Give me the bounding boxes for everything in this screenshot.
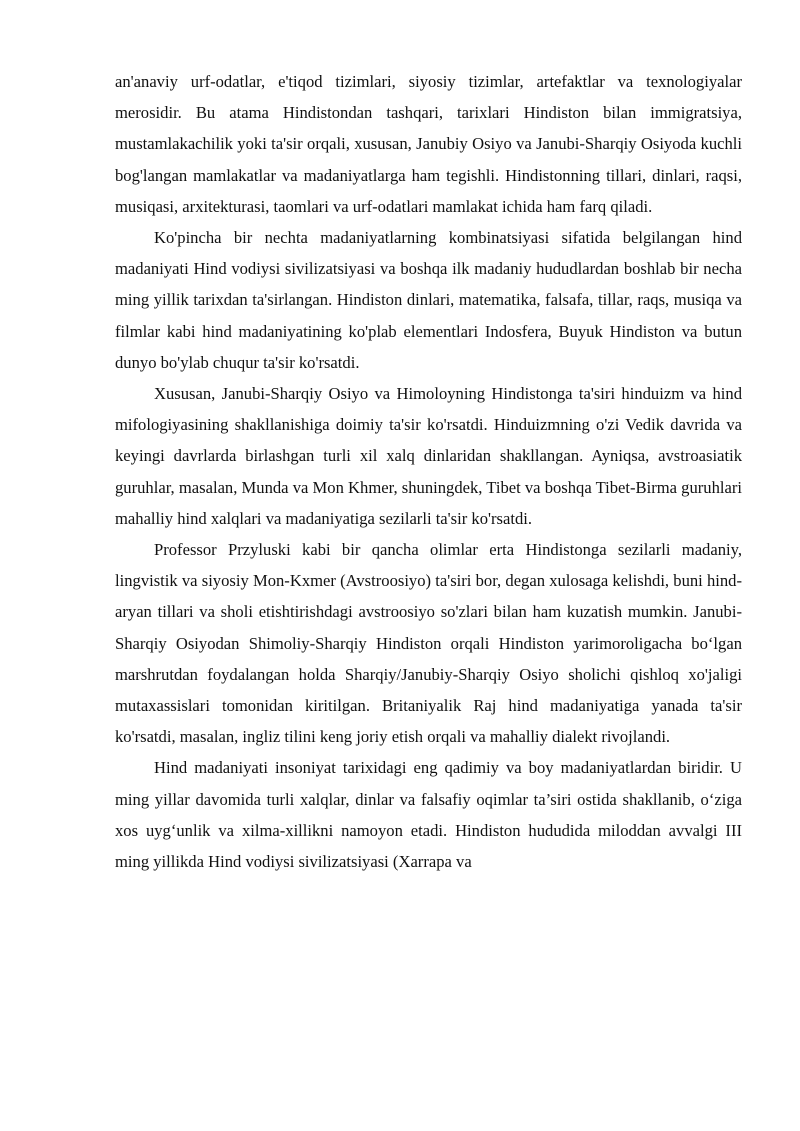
document-page bbox=[115, 66, 742, 877]
paragraph-2: Ko'pincha bir nechta madaniyatlarning kombinatsiyasi sifatida belgilangan hind madaniyati Hind vodiysi sivilizatsiyasi va boshqa ilk madaniy hududlardan boshlab bir necha ming yillik tarixdan ta'sirlangan. Hindiston dinlari, matematika, falsafa, tillar, raqs, musiqa va filmlar kabi hind madaniyatining ko'plab elementlari Indosfera, Buyuk Hindiston va butun dunyo bo'ylab chuqur ta'sir ko'rsatdi. bbox=[115, 228, 742, 372]
paragraph-5: Hind madaniyati insoniyat tarixidagi eng qadimiy va boy madaniyatlardan biridir. U ming yillar davomida turli xalqlar, dinlar va falsafiy oqimlar ta’siri ostida shakllanib, o‘ziga xos uyg‘unlik va xilma-xillikni namoyon etadi. Hindiston hududida miloddan avvalgi III ming yillikda Hind vodiysi sivilizatsiyasi (Xarrapa va bbox=[115, 758, 742, 872]
paragraph-4: Professor Przyluski kabi bir qancha olimlar erta Hindistonga sezilarli madaniy, lingvistik va siyosiy Mon-Kxmer (Avstroosiyo) ta'siri bor, degan xulosaga kelishdi, buni hind-aryan tillari va sholi etishtirishdagi avstroosiyo so'zlari bilan ham kuzatish mumkin. Janubi-Sharqiy Osiyodan Shimoliy-Sharqiy Hindiston orqali Hindiston yarimoroligacha bo‘lgan marshrutdan foydalangan holda Sharqiy/Janubiy-Sharqiy Osiyo sholichi qishloq xo'jaligi mutaxassislari tomonidan kiritilgan. Britaniyalik Raj hind madaniyatiga yanada ta'sir ko'rsatdi, masalan, ingliz tilini keng joriy etish orqali va mahalliy dialekt rivojlandi. bbox=[115, 540, 742, 747]
paragraph-3: Xususan, Janubi-Sharqiy Osiyo va Himoloyning Hindistonga ta'siri hinduizm va hind mifologiyasining shakllanishiga doimiy ta'sir ko'rsatdi. Hinduizmning o'zi Vedik davrida va keyingi davrlarda birlashgan turli xil xalq dinlaridan shakllangan. Ayniqsa, avstroasiatik guruhlar, masalan, Munda va Mon Khmer, shuningdek, Tibet va boshqa Tibet-Birma guruhlari mahalliy hind xalqlari va madaniyatiga sezilarli ta'sir ko'rsatdi. bbox=[115, 384, 742, 528]
paragraph-1: an'anaviy urf-odatlar, e'tiqod tizimlari, siyosiy tizimlar, artefaktlar va texnologiyalar merosidir. Bu atama Hindistondan tashqari, tarixlari Hindiston bilan immigratsiya, mustamlakachilik yoki ta'sir orqali, xususan, Janubiy Osiyo va Janubi-Sharqiy Osiyoda kuchli bog'langan mamlakatlar va madaniyatlarga ham tegishli. Hindistonning tillari, dinlari, raqsi, musiqasi, arxitekturasi, taomlari va urf-odatlari mamlakat ichida ham farq qiladi. bbox=[115, 72, 742, 216]
